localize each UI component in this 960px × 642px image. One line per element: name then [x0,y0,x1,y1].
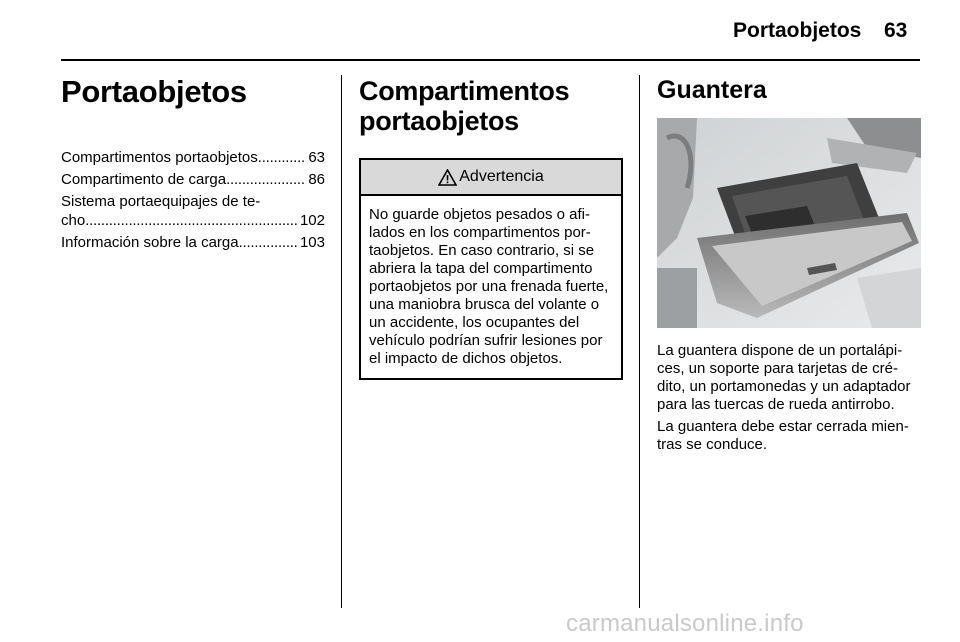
toc-entry-page: 102 [299,212,325,229]
chapter-heading: Portaobjetos [61,74,247,109]
warning-triangle-icon [438,169,457,186]
paragraph: La guantera dispone de un portalápices, un soporte para tarjetas de crédito, un portamonedas y un adaptador para las tuercas de rueda antirrobo. [657,342,911,413]
toc-entry[interactable] [61,192,325,230]
toc-entry[interactable] [61,170,325,189]
header-rule [61,59,920,61]
warning-label: Advertencia [459,168,544,185]
section-heading [359,76,623,136]
toc-entry-page: 63 [308,149,325,166]
toc-entry-label-line1: Sistema portaequipajes de te- [61,193,261,210]
paragraph: La guantera debe estar cerrada mientras se conduce. [657,418,909,453]
toc-leader-dots [239,233,298,252]
warning-box [359,158,623,380]
warning-text: No guarde objetos pesados o afilados en los compartimentos portaobjetos. En caso contrario, si se abriera la tapa del compartimento portaobjetos por una frenada fuerte, una maniobra brusca del volante o un accidente, los ocupantes del vehículo podrían sufrir lesiones por el impacto de dichos objetos. [369,206,609,367]
column-storage [359,76,623,380]
column-glovebox [657,76,921,454]
toc-entry[interactable] [61,148,325,167]
toc-leader-dots [226,170,306,189]
toc-entry-label: Compartimento de carga [61,171,227,188]
section-heading-line1: Compartimentos [359,76,570,106]
toc-leader-dots [85,211,298,230]
toc-entry-page: 86 [308,171,325,188]
warning-header [361,160,621,196]
running-header-title: Portaobjetos [733,19,862,42]
column-divider-2 [639,75,640,608]
toc-entry[interactable] [61,233,325,252]
page-number: 63 [884,19,908,42]
toc-entry-label: Compartimentos portaobjetos [61,149,258,166]
table-of-contents [61,148,325,252]
section-heading: Guantera [657,76,767,104]
toc-entry-page: 103 [299,234,325,251]
column-toc [61,76,325,255]
toc-leader-dots [258,148,307,167]
toc-entry-label-line2: cho [61,212,86,229]
watermark: carmanualsonline.info [566,610,804,637]
section-heading-line2: portaobjetos [359,106,519,136]
column-divider-1 [341,75,342,608]
glovebox-photo [657,118,921,328]
toc-entry-label: Información sobre la carga [61,234,239,251]
